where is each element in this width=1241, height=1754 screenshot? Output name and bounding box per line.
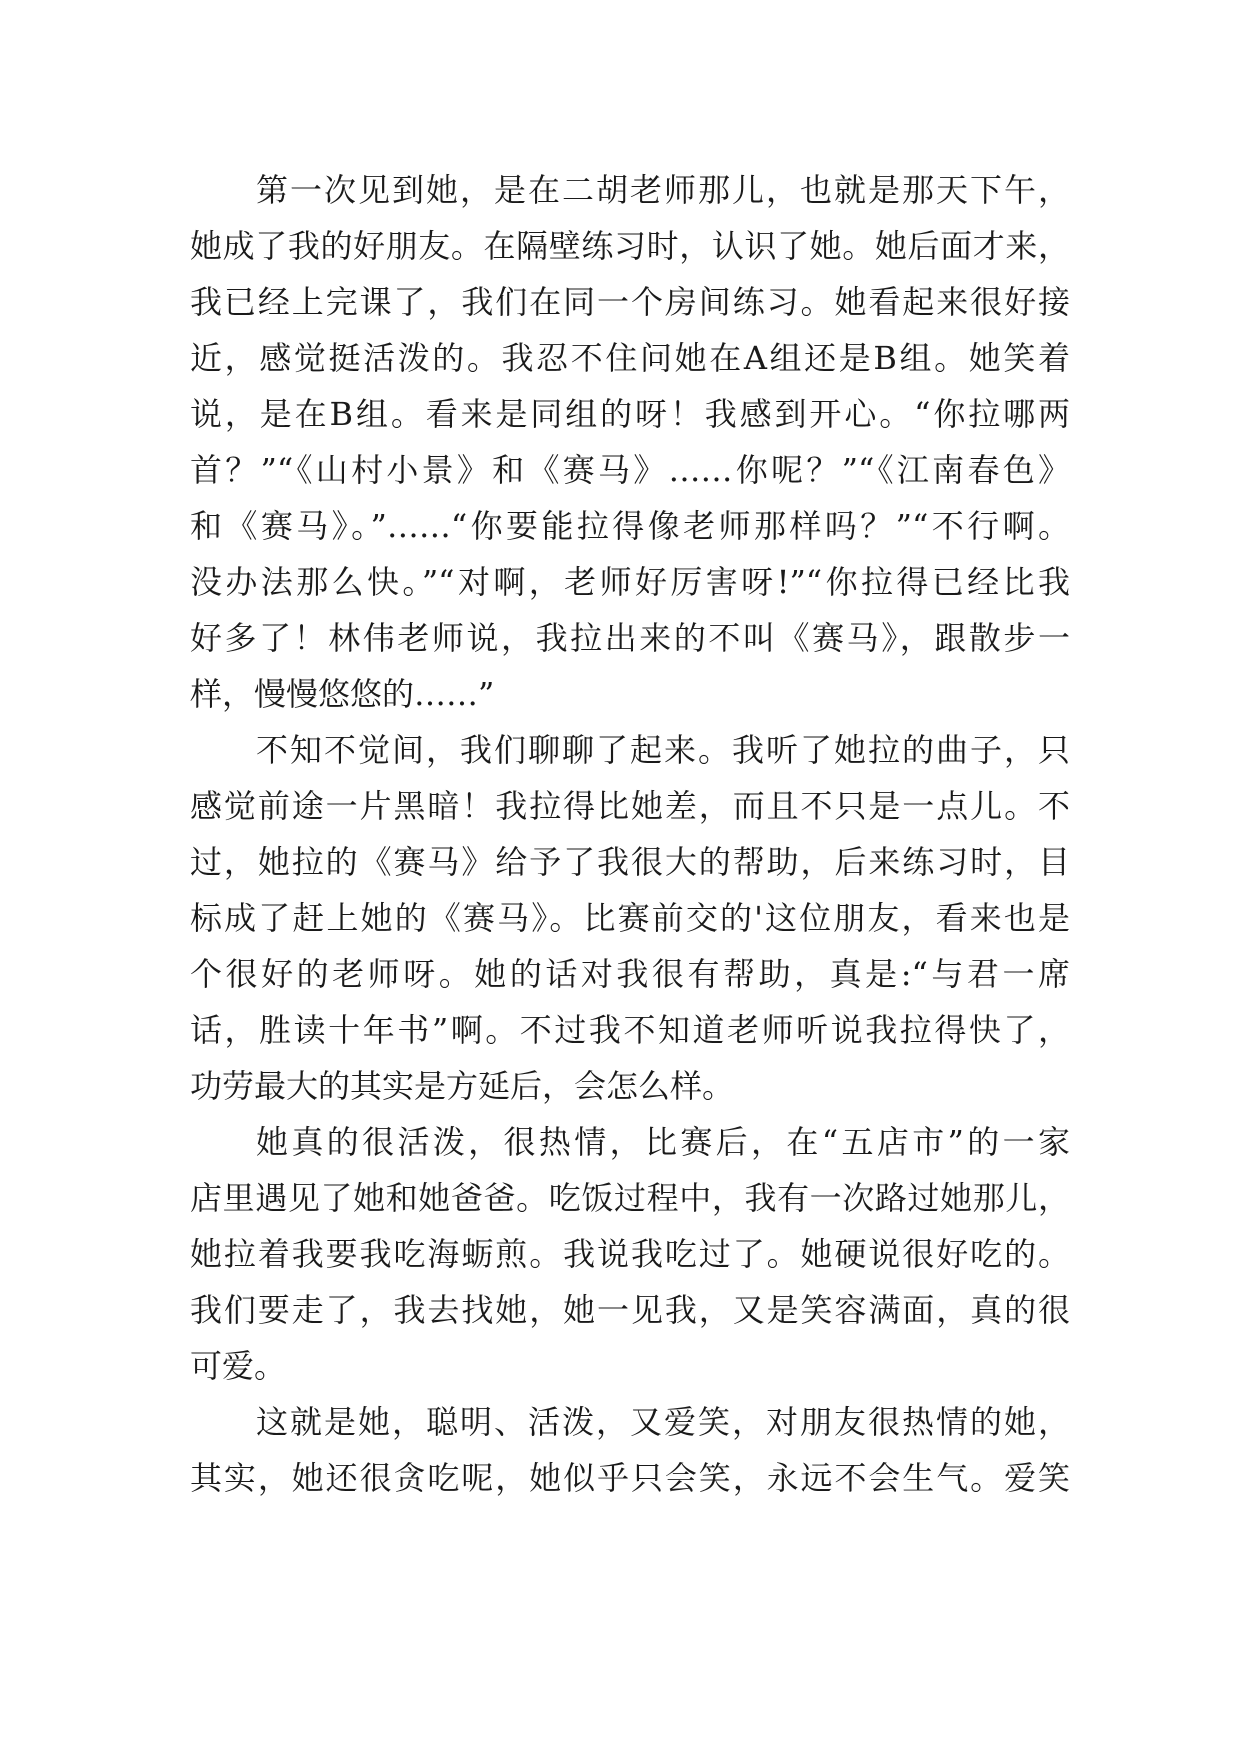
paragraph-3-line-1: 她真的很活泼，很热情，比赛后，在“五店市”的一家 [256, 1123, 1070, 1161]
paragraph-3-line-2: 店里遇见了她和她爸爸。吃饭过程中，我有一次路过她那儿， [190, 1179, 1070, 1217]
paragraph-1-line-2: 她成了我的好朋友。在隔壁练习时，认识了她。她后面才来， [190, 227, 1070, 265]
paragraph-1-line-8: 没办法那么快。”“对啊，老师好厉害呀!”“你拉得已经比我 [190, 563, 1070, 601]
paragraph-1-line-10: 样，慢慢悠悠的……” [190, 675, 495, 713]
paragraph-2-line-1: 不知不觉间，我们聊聊了起来。我听了她拉的曲子，只 [256, 731, 1070, 769]
paragraph-1-line-1: 第一次见到她，是在二胡老师那儿，也就是那天下午， [256, 171, 1070, 209]
paragraph-2-line-4: 标成了赶上她的《赛马》。比赛前交的'这位朋友，看来也是 [190, 899, 1070, 937]
paragraph-3-line-4: 我们要走了，我去找她，她一见我，又是笑容满面，真的很 [190, 1291, 1070, 1329]
body-text [190, 162, 1070, 1506]
paragraph-2-line-6: 话，胜读十年书”啊。不过我不知道老师听说我拉得快了， [190, 1011, 1070, 1049]
paragraph-2-line-7: 功劳最大的其实是方延后，会怎么样。 [190, 1067, 735, 1105]
paragraph-3-line-3: 她拉着我要我吃海蛎煎。我说我吃过了。她硬说很好吃的。 [190, 1235, 1070, 1273]
paragraph-1-line-4: 近，感觉挺活泼的。我忍不住问她在A组还是B组。她笑着 [190, 339, 1070, 377]
paragraph-4-line-1: 这就是她，聪明、活泼，又爱笑，对朋友很热情的她， [256, 1403, 1070, 1441]
paragraph-1-line-3: 我已经上完课了，我们在同一个房间练习。她看起来很好接 [190, 283, 1070, 321]
paragraph-3-line-5: 可爱。 [190, 1347, 287, 1385]
paragraph-2-line-2: 感觉前途一片黑暗！我拉得比她差，而且不只是一点儿。不 [190, 787, 1070, 825]
paragraph-2-line-3: 过，她拉的《赛马》给予了我很大的帮助，后来练习时，目 [190, 843, 1070, 881]
paragraph-1-line-7: 和《赛马》。”……“你要能拉得像老师那样吗？”“不行啊。 [190, 507, 1070, 545]
paragraph-1-line-5: 说，是在B组。看来是同组的呀！我感到开心。“你拉哪两 [190, 395, 1070, 433]
paragraph-4-line-2: 其实，她还很贪吃呢，她似乎只会笑，永远不会生气。爱笑 [190, 1459, 1070, 1497]
paragraph-1-line-6: 首？”“《山村小景》和《赛马》……你呢？”“《江南春色》 [190, 451, 1070, 489]
paragraph-1-line-9: 好多了！林伟老师说，我拉出来的不叫《赛马》，跟散步一 [190, 619, 1070, 657]
paragraph-2-line-5: 个很好的老师呀。她的话对我很有帮助，真是:“与君一席 [190, 955, 1070, 993]
